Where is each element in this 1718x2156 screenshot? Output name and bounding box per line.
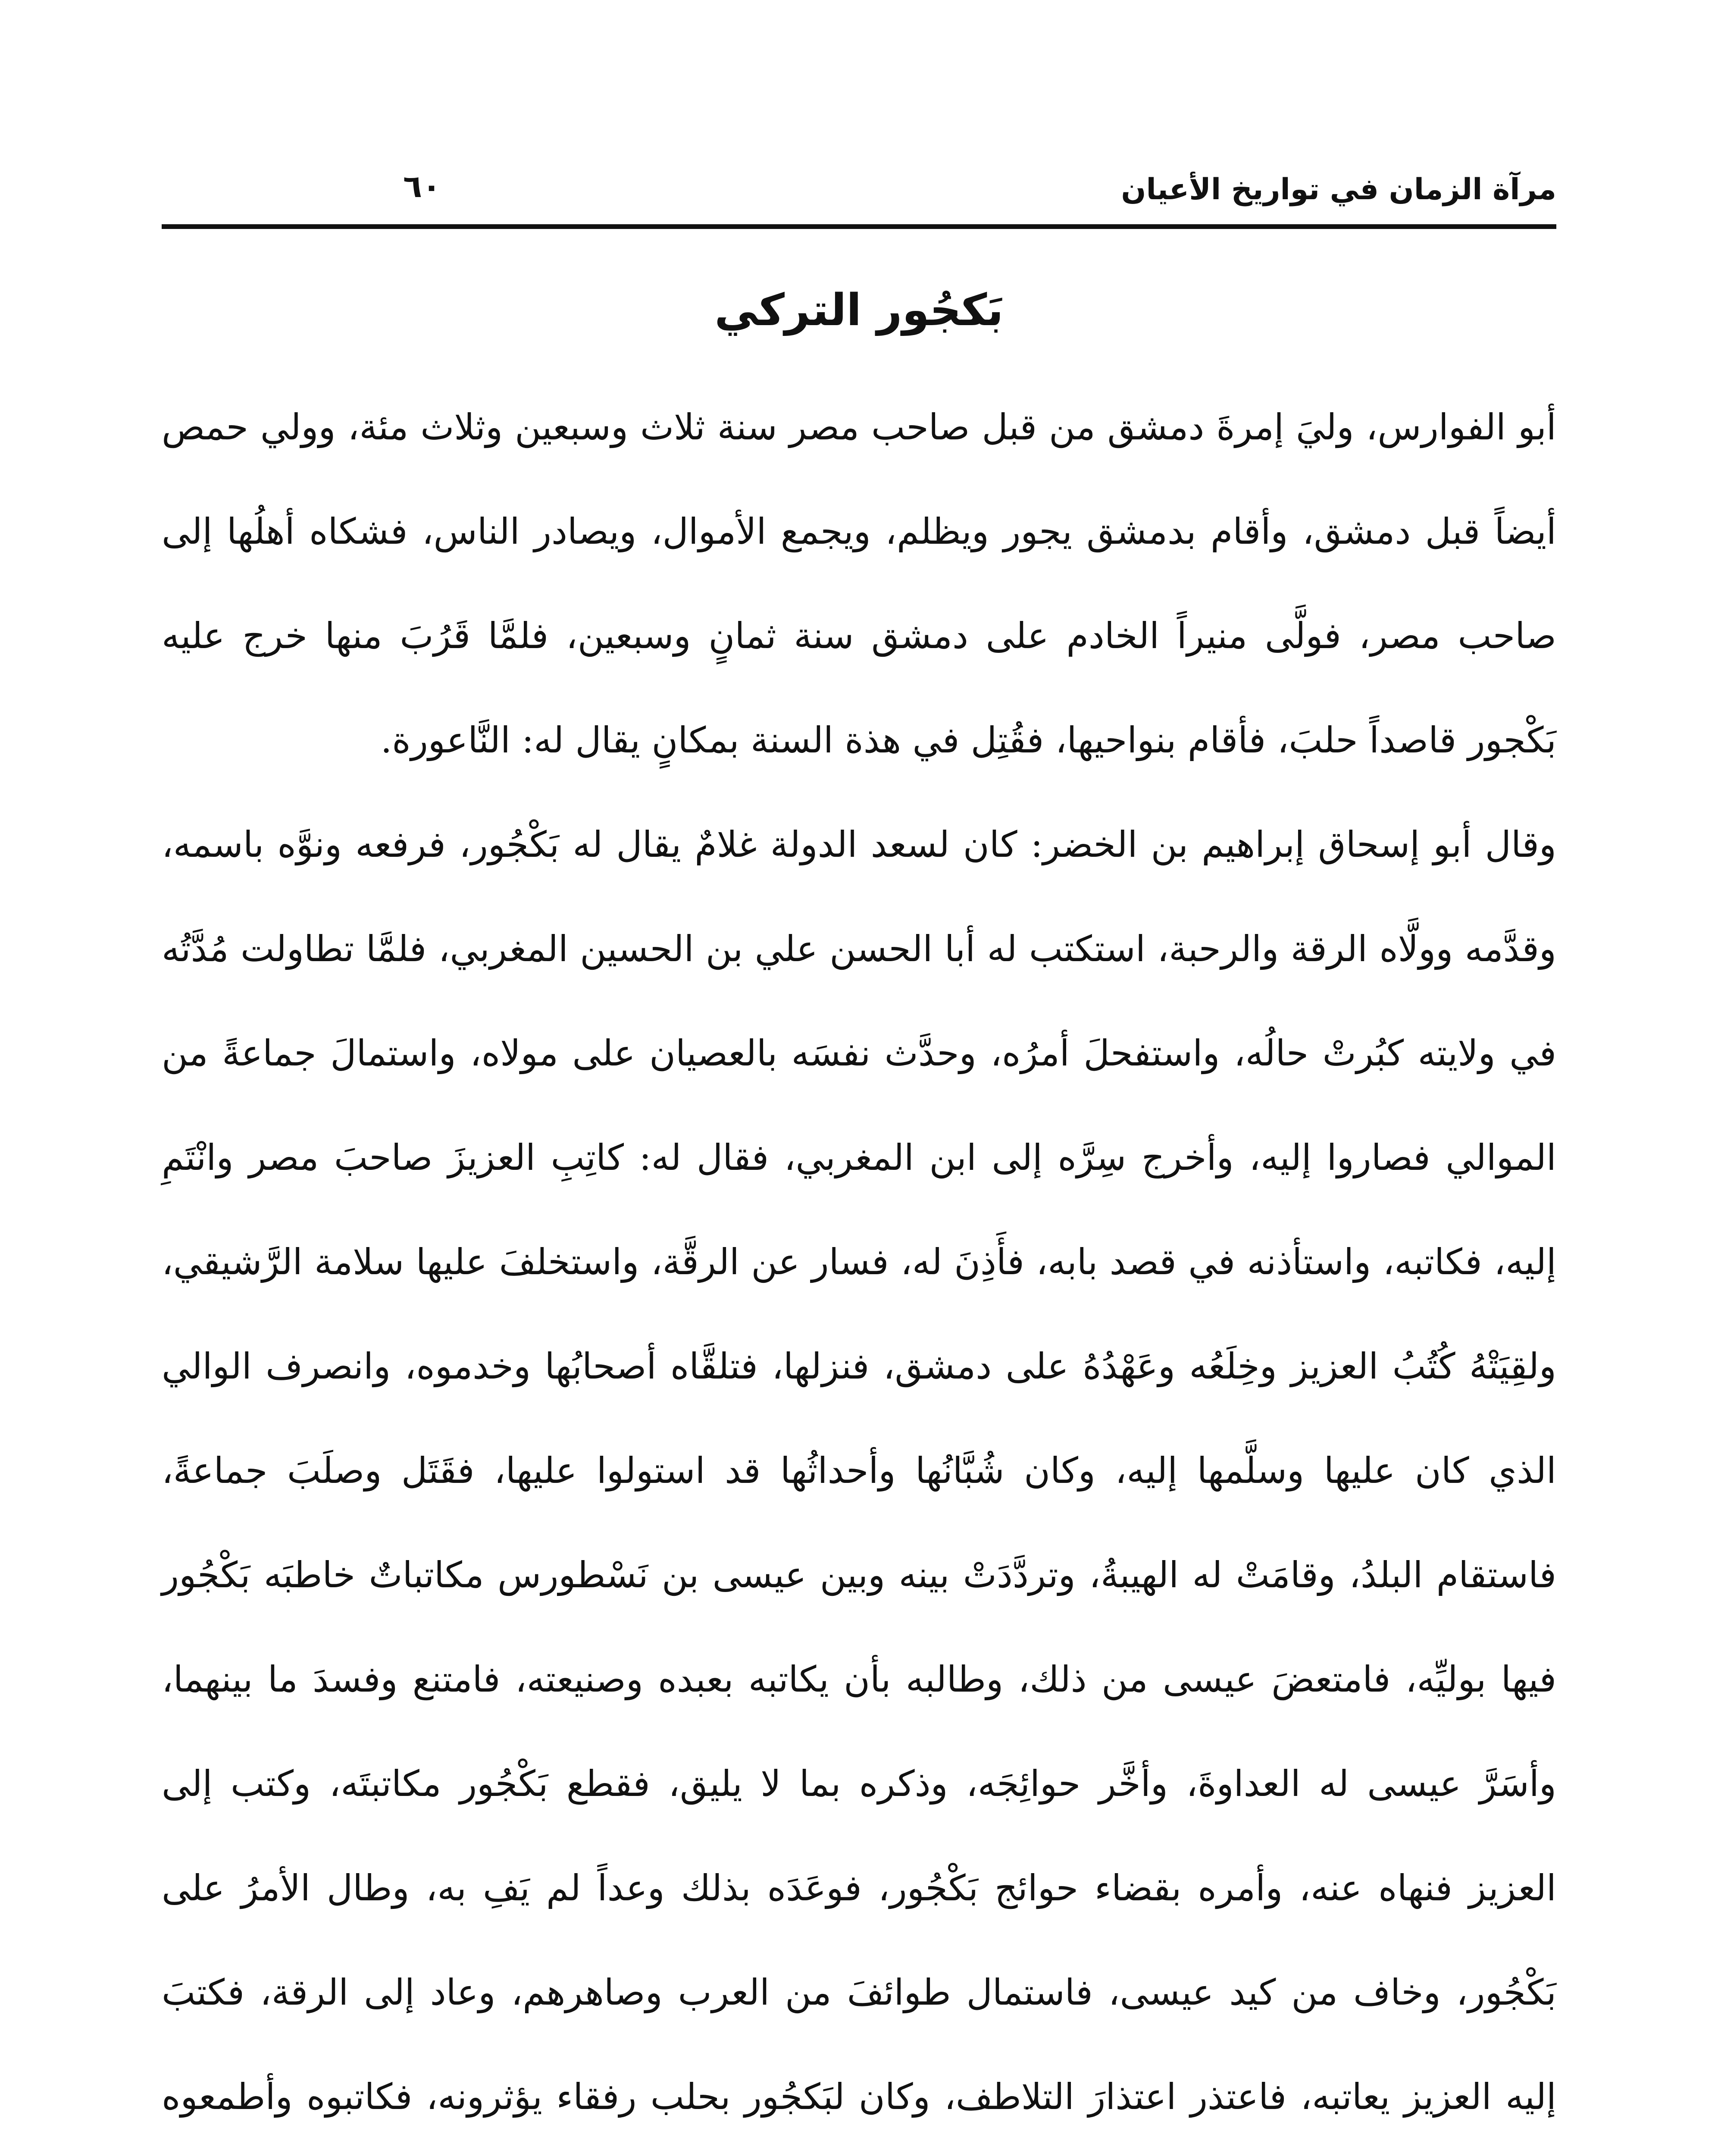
main-text [162,375,1556,2156]
paragraph-1: أبو الفوارس، وليَ إمرةَ دمشق من قبل صاحب مصر سنة ثلاث وسبعين وثلاث مئة، وولي حمص أيضاً قبل دمشق، وأقام بدمشق يجور ويظلم، ويجمع الأموال، ويصادر الناس، فشكاه أهلُها إلى صاحب مصر، فولَّى منيراً الخادم على دمشق سنة ثمانٍ وسبعين، فلمَّا قَرُبَ منها خرج عليه بَكْجور قاصداً حلبَ، فأقام بنواحيها، فقُتِل في هذة السنة بمكانٍ يقال له: النَّاعورة. [162,406,1556,761]
page-number: ٦٠ [403,168,441,204]
paragraph-2: وقال أبو إسحاق إبراهيم بن الخضر: كان لسعد الدولة غلامٌ يقال له بَكْجُور، فرفعه ونوَّه باسمه، وقدَّمه وولَّاه الرقة والرحبة، استكتب له أبا الحسن علي بن الحسين المغربي، فلمَّا تطاولت مُدَّتُه في ولايته كبُرتْ حالُه، واستفحلَ أمرُه، وحدَّث نفسَه بالعصيان على مولاه، واستمالَ جماعةً من الموالي فصاروا إليه، وأخرج سِرَّه إلى ابن المغربي، فقال له: كاتِبِ العزيزَ صاحبَ مصر وانْتَمِ إليه، فكاتبه، واستأذنه في قصد بابه، فأَذِنَ له، فسار عن الرقَّة، واستخلفَ عليها سلامة الرَّشيقي، ولقِيَتْهُ كُتُبُ العزيز وخِلَعُه وعَهْدُهُ على دمشق، فنزلها، فتلقَّاه أصحابُها وخدموه، وانصرف الوالي الذي كان عليها وسلَّمها إليه، وكان شُبَّانُها وأحداثُها قد استولوا عليها، فقَتَل وصلَبَ جماعةً، فاستقام البلدُ، وقامَتْ له الهيبةُ، وتردَّدَتْ بينه وبين عيسى بن نَسْطورس مكاتباتٌ خاطبَه بَكْجُور فيها بوليِّه، فامتعضَ عيسى من ذلك، وطالبه بأن يكاتبه بعبده وصنيعته، فامتنع وفسدَ ما بينهما، وأسَرَّ عيسى له العداوةَ، وأخَّر حوائِجَه، وذكره بما لا يليق، فقطع بَكْجُور مكاتبتَه، وكتب إلى العزيز فنهاه عنه، وأمره بقضاء حوائج بَكْجُور، فوعَدَه بذلك وعداً لم يَفِ به، وطال الأمرُ على بَكْجُور، وخاف من كيد عيسى، فاستمال طوائفَ من العرب وصاهرهم، وعاد إلى الرقة، فكتبَ إليه العزيز يعاتبه، فاعتذر اعتذارَ التلاطف، وكان لبَكجُور بحلب رفقاء يؤثرونه، فكاتبوه وأطمعوه [162,824,1556,2118]
header-rule [162,224,1556,229]
running-title: مرآة الزمان في تواريخ الأعيان [1121,172,1556,207]
section-heading: بَكجُور التركي [714,285,1004,336]
page-header [162,142,1556,220]
